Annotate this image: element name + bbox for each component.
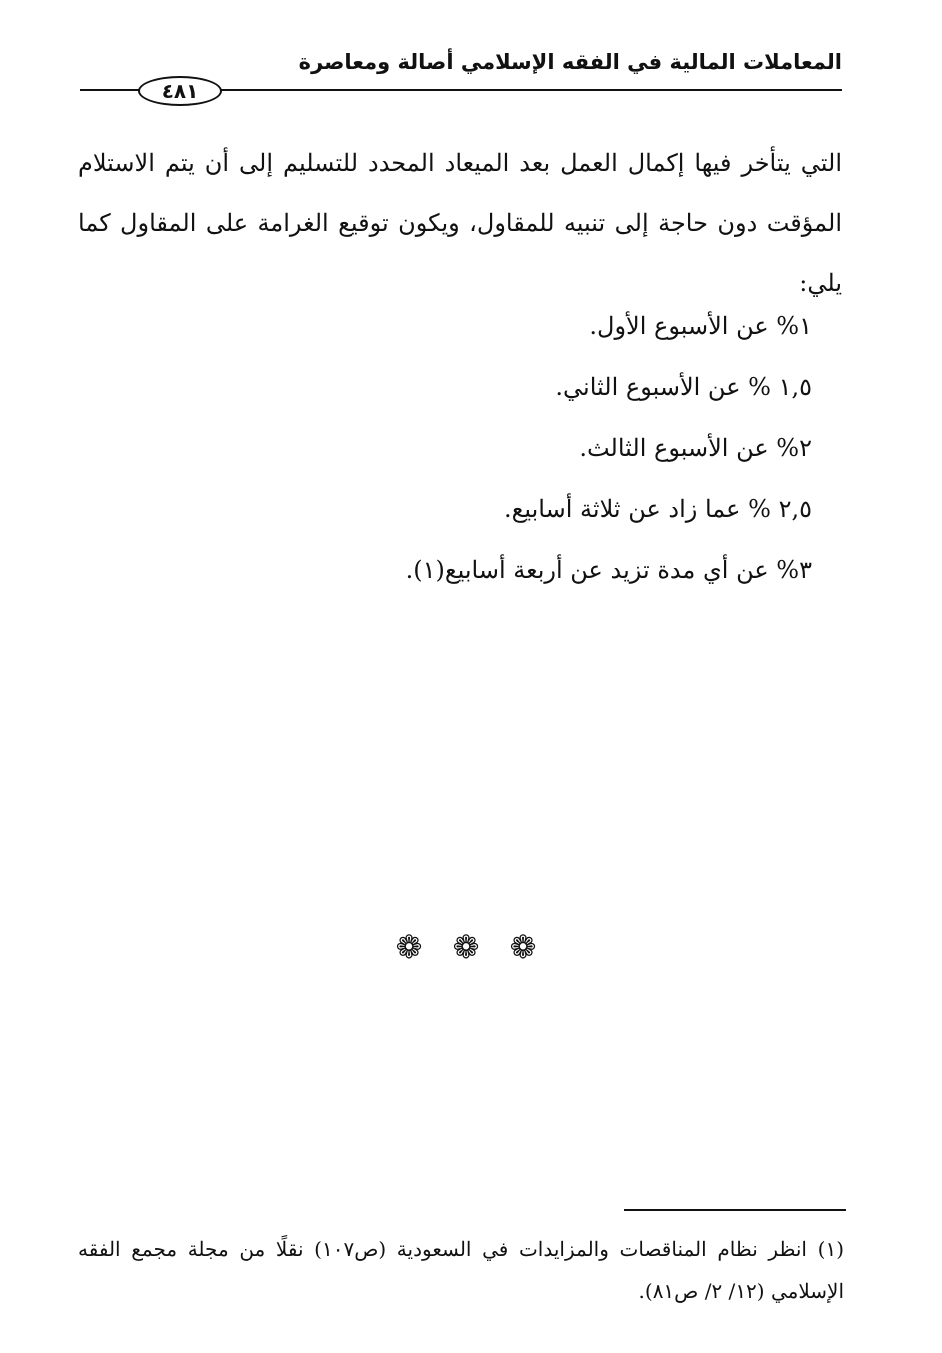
page-number: ٤٨١ (138, 76, 222, 106)
footnotes (78, 1228, 844, 1312)
list-item: ١,٥ % عن الأسبوع الثاني. (555, 373, 812, 401)
page-header (80, 50, 842, 110)
body-paragraph-block (78, 133, 842, 313)
section-divider-ornament-icon: ❁ ❁ ❁ (395, 928, 547, 966)
book-title: المعاملات المالية في الفقه الإسلامي أصالة ومعاصرة (298, 50, 842, 74)
list-item: ٢,٥ % عما زاد عن ثلاثة أسابيع. (503, 495, 812, 523)
body-paragraph: التي يتأخر فيها إكمال العمل بعد الميعاد المحدد للتسليم إلى أن يتم الاستلام المؤقت دون حاجة إلى تنبيه للمقاول، ويكون توقيع الغرامة على المقاول كما يلي: (78, 149, 842, 297)
footnote-rule (624, 1209, 846, 1211)
list-item: ٣% عن أي مدة تزيد عن أربعة أسابيع(١). (405, 556, 812, 584)
footnote: (١) انظر نظام المناقصات والمزايدات في السعودية (ص١٠٧) نقلًا من مجلة مجمع الفقه الإسلامي (١٢/ ٢/ ص٨١). (78, 1237, 844, 1303)
list-item: ١% عن الأسبوع الأول. (589, 312, 812, 340)
list-item: ٢% عن الأسبوع الثالث. (579, 434, 812, 462)
penalty-list (252, 296, 812, 601)
